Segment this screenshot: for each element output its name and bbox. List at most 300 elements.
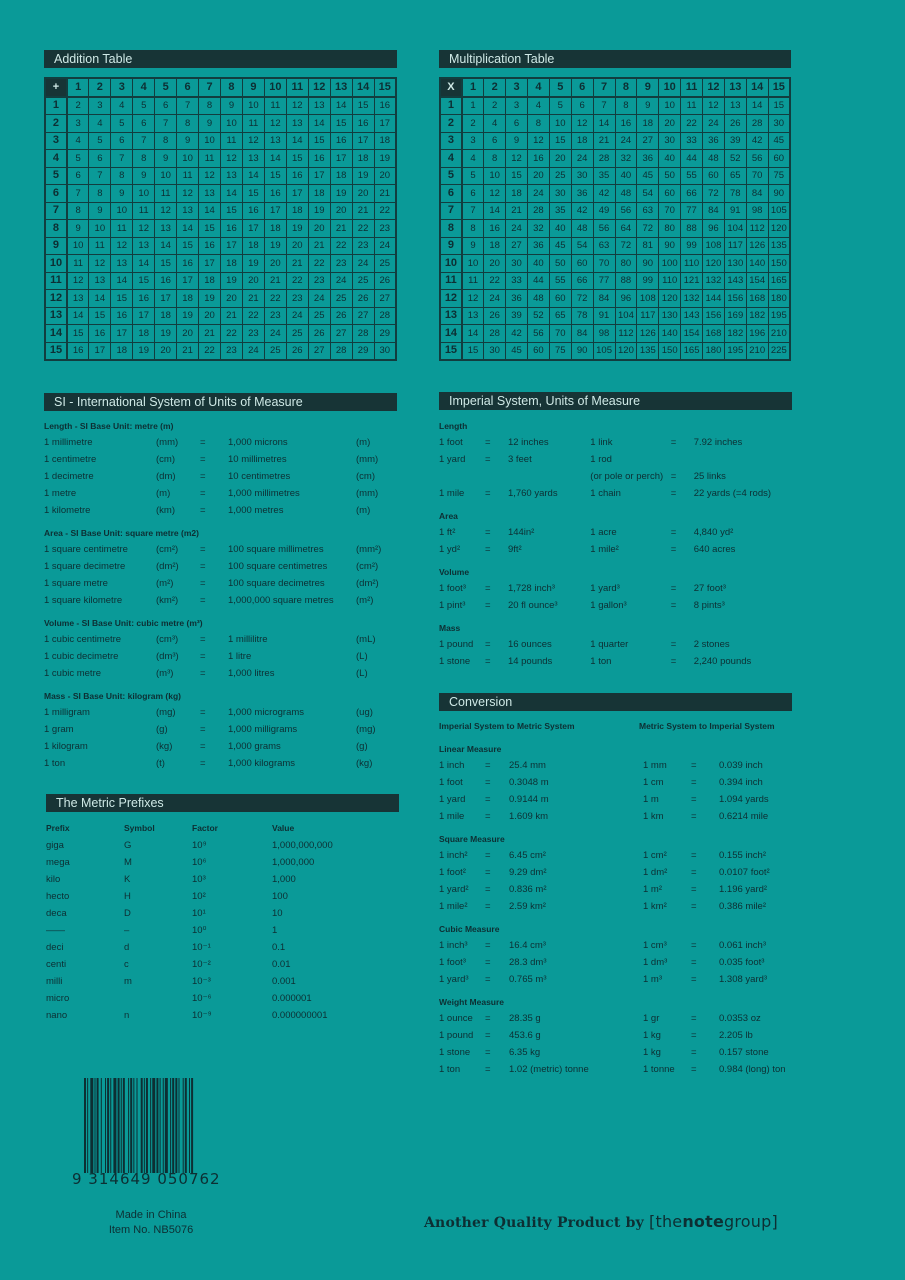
imperial-row [439,580,799,597]
table-cell: 10 [462,255,484,273]
table-cell: 21 [506,202,528,220]
table-cell: 21 [593,132,615,150]
table-cell: 22 [221,325,243,343]
table-cell: 44 [528,272,550,290]
table-cell: 12 [221,150,243,168]
imperial-cell: 1 mile² [590,544,619,555]
table-cell: 28 [528,202,550,220]
imperial-cell: (or pole or perch) [590,471,664,482]
multiplication-row [440,150,790,168]
conversion-group-heading: Linear Measure [439,744,502,754]
table-cell: 24 [484,290,506,308]
prefix-cell: kilo [46,874,61,885]
conversion-cell: 1 mile [439,811,465,822]
table-cell: 84 [746,185,768,203]
conversion-cell: = [691,1030,697,1041]
prefix-row [46,939,386,956]
table-cell: 32 [615,150,637,168]
imperial-cell: 1 gallon³ [590,600,627,611]
table-cell: 13 [133,237,155,255]
imperial-group-heading: Length [439,421,468,431]
si-section [44,418,404,772]
table-cell: 196 [746,325,768,343]
table-cell: 15 [177,237,199,255]
multiplication-row [440,290,790,308]
barcode-bar [118,1078,120,1173]
conversion-cell: = [485,974,491,985]
conversion-cell: 1 ton [439,1064,461,1075]
table-cell: 9 [67,220,89,238]
conversion-cell: 1.196 yard² [719,884,768,895]
conversion-row [439,774,809,791]
brand-logo: [thenotegroup] [649,1212,778,1231]
conversion-cell: = [691,884,697,895]
table-cell: 27 [506,237,528,255]
conversion-cell: 1 km² [643,901,667,912]
table-cell: 12 [571,115,593,133]
barcode-bar [191,1078,193,1173]
column-header: 14 [746,78,768,97]
imperial-group-heading: Mass [439,623,461,633]
si-cell: 1,000 micrograms [228,707,305,718]
si-cell: (kg) [356,758,373,769]
table-cell: 20 [659,115,681,133]
imperial-cell: 1 ton [590,656,612,667]
conversion-row [439,898,809,915]
prefix-cell: 10⁻² [192,959,211,970]
barcode-bar [189,1078,190,1173]
table-cell: 72 [615,237,637,255]
prefix-cell: nano [46,1010,68,1021]
conversion-row [439,847,809,864]
table-cell: 27 [374,290,396,308]
table-cell: 15 [308,132,330,150]
barcode-bar [121,1078,122,1173]
table-cell: 90 [768,185,790,203]
table-cell: 17 [242,220,264,238]
row-header: 8 [440,220,462,238]
table-cell: 104 [615,307,637,325]
metric-prefixes-title: The Metric Prefixes [46,794,399,812]
prefix-cell: 100 [272,891,288,902]
table-cell: 24 [506,220,528,238]
conversion-cell: = [691,811,697,822]
table-cell: 24 [286,307,308,325]
table-cell: 9 [133,167,155,185]
conversion-row [439,971,809,988]
table-cell: 12 [528,132,550,150]
table-cell: 98 [593,325,615,343]
table-cell: 6 [484,132,506,150]
conversion-cell: = [485,1013,491,1024]
conversion-row [439,954,809,971]
conversion-cell: 1 m³ [643,974,662,985]
table-cell: 120 [703,255,725,273]
conversion-cell: 0.035 foot³ [719,957,765,968]
multiplication-row [440,167,790,185]
table-cell: 2 [67,97,89,115]
barcode-bar [163,1078,164,1173]
prefix-cell: 10⁻¹ [192,942,211,953]
row-header: 6 [440,185,462,203]
table-cell: 42 [593,185,615,203]
table-cell: 15 [242,185,264,203]
table-cell: 44 [681,150,703,168]
column-header: 12 [308,78,330,97]
table-cell: 64 [615,220,637,238]
table-cell: 10 [177,150,199,168]
conversion-cell: 0.3048 m [509,777,549,788]
table-cell: 19 [177,307,199,325]
conversion-row [439,864,809,881]
si-cell: 1 millilitre [228,634,268,645]
column-header: 10 [264,78,286,97]
table-cell: 10 [67,237,89,255]
table-cell: 14 [264,150,286,168]
conversion-cell: 0.765 m³ [509,974,547,985]
prefix-row [46,956,386,973]
conversion-cell: 28.3 dm³ [509,957,547,968]
table-cell: 36 [703,132,725,150]
item-number: Item No. NB5076 [108,1224,194,1236]
conversion-cell: 1 dm³ [643,957,668,968]
table-cell: 36 [637,150,659,168]
table-cell: 20 [528,167,550,185]
prefix-row [46,1007,386,1024]
conversion-cell: = [691,777,697,788]
row-header: 4 [440,150,462,168]
prefix-cell: 10⁻⁶ [192,993,212,1004]
conversion-cell: 1 cm [643,777,664,788]
table-cell: 50 [549,255,571,273]
table-cell: 90 [571,342,593,360]
conversion-cell: 1 dm² [643,867,668,878]
conversion-section [439,718,809,1078]
table-cell: 17 [264,202,286,220]
imperial-cell [671,451,694,468]
table-cell: 45 [768,132,790,150]
si-cell: (km) [156,505,175,516]
si-cell: (cm²) [356,561,379,572]
table-cell: 23 [352,237,374,255]
table-cell: 80 [659,220,681,238]
prefix-cell: —— [46,925,65,936]
table-cell: 3 [462,132,484,150]
conversion-group-heading: Square Measure [439,834,505,844]
conversion-cell: 1 stone [439,1047,471,1058]
table-cell: 9 [221,97,243,115]
table-cell: 13 [199,185,221,203]
table-cell: 70 [593,255,615,273]
imperial-cell: = [670,583,677,594]
table-cell: 48 [528,290,550,308]
prefix-cell: 0.01 [272,959,291,970]
conversion-title: Conversion [439,693,792,711]
prefix-row [46,854,386,871]
table-cell: 20 [352,185,374,203]
addition-table-title: Addition Table [44,50,397,68]
table-cell: 14 [89,290,111,308]
barcode-bar [128,1078,129,1173]
conversion-cell: 1 ounce [439,1013,473,1024]
table-cell: 24 [615,132,637,150]
table-cell: 18 [111,342,133,360]
conversion-row [439,881,809,898]
table-cell: 14 [286,132,308,150]
si-cell: (m) [356,505,371,516]
prefix-cell: 10⁹ [192,840,207,851]
conversion-group-heading: Weight Measure [439,997,505,1007]
conversion-cell: 9.29 dm² [509,867,547,878]
table-cell: 26 [352,290,374,308]
row-header: 8 [45,220,67,238]
table-cell: 18 [330,167,352,185]
table-cell: 36 [571,185,593,203]
multiplication-row [440,202,790,220]
table-cell: 9 [111,185,133,203]
si-cell: 1 square centimetre [44,544,128,555]
conversion-cell: 6.45 cm² [509,850,546,861]
table-cell: 30 [571,167,593,185]
table-cell: 20 [549,150,571,168]
table-cell: 10 [549,115,571,133]
barcode-bar [146,1078,148,1173]
si-cell: = [200,578,206,589]
table-cell: 13 [286,115,308,133]
tagline: Another Quality Product by [424,1215,644,1231]
conversion-cell: = [485,794,491,805]
multiplication-table [439,77,791,361]
table-cell: 65 [724,167,746,185]
table-cell: 30 [374,342,396,360]
imperial-cell: 16 ounces [507,639,552,650]
conversion-right-heading: Metric System to Imperial System [639,721,775,731]
table-cell: 14 [67,307,89,325]
si-cell: 1 decimetre [44,471,94,482]
table-cell: 20 [330,202,352,220]
table-cell: 60 [528,342,550,360]
prefix-cell: 10⁻⁹ [192,1010,212,1021]
brand-line [424,1212,778,1231]
table-cell: 18 [133,325,155,343]
table-cell: 10 [659,97,681,115]
table-cell: 24 [352,255,374,273]
table-cell: 22 [330,237,352,255]
si-cell: 1 ton [44,758,66,769]
table-cell: 15 [286,150,308,168]
table-cell: 9 [462,237,484,255]
table-cell: 121 [681,272,703,290]
conversion-cell: = [691,850,697,861]
prefix-cell: c [124,959,129,970]
si-cell: (mm) [356,488,379,499]
si-cell: 1 kilogram [44,741,88,752]
imperial-cell: = [670,527,677,538]
table-cell: 40 [615,167,637,185]
table-cell: 70 [746,167,768,185]
table-cell: 20 [177,325,199,343]
table-cell: 126 [637,325,659,343]
table-cell: 24 [264,325,286,343]
si-cell: 1,000,000 square metres [228,595,334,606]
table-cell: 6 [89,150,111,168]
table-cell: 7 [133,132,155,150]
prefix-cell: centi [46,959,67,970]
table-cell: 17 [374,115,396,133]
si-cell: = [200,741,206,752]
imperial-cell: 9ft² [507,544,522,555]
table-cell: 88 [681,220,703,238]
table-cell: 16 [89,325,111,343]
table-cell: 126 [746,237,768,255]
conversion-cell: = [485,957,491,968]
table-cell: 10 [242,97,264,115]
table-cell: 19 [330,185,352,203]
conversion-cell: 1 foot² [439,867,466,878]
table-cell: 22 [352,220,374,238]
imperial-row [439,468,799,485]
multiplication-row [440,97,790,115]
imperial-cell: 3 feet [507,454,532,465]
table-cell: 91 [593,307,615,325]
table-cell: 14 [177,220,199,238]
si-cell: (t) [156,758,165,769]
column-header: 2 [484,78,506,97]
table-cell: 21 [177,342,199,360]
barcode-bar [107,1078,109,1173]
table-cell: 5 [89,132,111,150]
conversion-cell: = [485,850,491,861]
table-cell: 22 [264,290,286,308]
conversion-cell: 0.0107 foot² [719,867,770,878]
si-row [44,755,404,772]
conversion-cell: 1 mm [643,760,667,771]
imperial-cell: = [670,471,677,482]
barcode-bar [90,1078,93,1173]
si-row [44,665,404,682]
prefix-cell [124,990,192,1007]
column-header: 9 [242,78,264,97]
table-cell: 14 [308,115,330,133]
prefix-cell: 10⁶ [192,857,207,868]
addition-row [45,325,396,343]
table-cell: 17 [199,255,221,273]
table-cell: 28 [746,115,768,133]
column-header: 3 [506,78,528,97]
table-cell: 24 [308,290,330,308]
table-cell: 112 [615,325,637,343]
conversion-cell: = [691,760,697,771]
table-cell: 19 [308,202,330,220]
table-cell: 56 [593,220,615,238]
si-cell: 1,000 milligrams [228,724,298,735]
column-header: 10 [659,78,681,97]
si-cell: 1 millimetre [44,437,93,448]
si-cell: (mm) [356,454,379,465]
si-cell: 100 square decimetres [228,578,325,589]
table-cell: 154 [681,325,703,343]
table-cell: 4 [67,132,89,150]
table-cell: 11 [111,220,133,238]
imperial-cell [485,468,508,485]
si-cell: (m³) [156,668,174,679]
table-cell: 72 [703,185,725,203]
barcode-bar [130,1078,132,1173]
table-cell: 16 [484,220,506,238]
table-cell: 6 [133,115,155,133]
table-cell: 18 [352,150,374,168]
table-cell: 13 [177,202,199,220]
row-header: 10 [440,255,462,273]
imperial-cell: = [484,527,491,538]
table-cell: 45 [549,237,571,255]
table-cell: 18 [199,272,221,290]
si-cell: 1 square kilometre [44,595,123,606]
table-cell: 54 [571,237,593,255]
barcode [84,1078,230,1173]
table-cell: 84 [571,325,593,343]
table-cell: 8 [111,167,133,185]
table-cell: 16 [330,132,352,150]
table-cell: 13 [155,220,177,238]
prefix-cell: – [124,925,130,936]
si-cell: = [200,707,206,718]
imperial-cell: 1,760 yards [507,488,558,499]
conversion-cell: 453.6 g [509,1030,541,1041]
table-cell: 12 [67,272,89,290]
table-cell: 15 [549,132,571,150]
prefix-cell: 10 [272,908,283,919]
table-cell: 72 [637,220,659,238]
table-cell: 195 [768,307,790,325]
imperial-cell [508,468,590,485]
conversion-cell: 1 inch [439,760,465,771]
table-cell: 42 [506,325,528,343]
table-cell: 140 [746,255,768,273]
table-cell: 21 [308,237,330,255]
table-cell: 23 [264,307,286,325]
imperial-cell [694,451,799,468]
row-header: 2 [440,115,462,133]
column-header: 13 [724,78,746,97]
table-cell: 27 [308,342,330,360]
table-cell: 4 [462,150,484,168]
si-row [44,541,404,558]
table-cell: 66 [571,272,593,290]
table-cell: 8 [155,132,177,150]
conversion-cell: 0.386 mile² [719,901,766,912]
imperial-cell: 1 ft² [439,527,456,538]
si-cell: 10 millimetres [228,454,287,465]
conversion-cell: 1 inch² [439,850,468,861]
imperial-cell: 1 yard³ [590,583,620,594]
imperial-row [439,524,799,541]
addition-row [45,97,396,115]
table-cell: 14 [746,97,768,115]
table-cell: 4 [528,97,550,115]
conversion-cell: 0.0353 oz [719,1013,761,1024]
column-header: 6 [571,78,593,97]
si-row [44,631,404,648]
prefix-row [46,871,386,888]
table-cell: 15 [111,290,133,308]
row-header: 10 [45,255,67,273]
prefix-cell: deca [46,908,67,919]
si-cell: (mg) [356,724,376,735]
prefix-cell: 10⁻³ [192,976,211,987]
conversion-cell: 1 yard² [439,884,469,895]
conversion-cell: 0.155 inch² [719,850,767,861]
